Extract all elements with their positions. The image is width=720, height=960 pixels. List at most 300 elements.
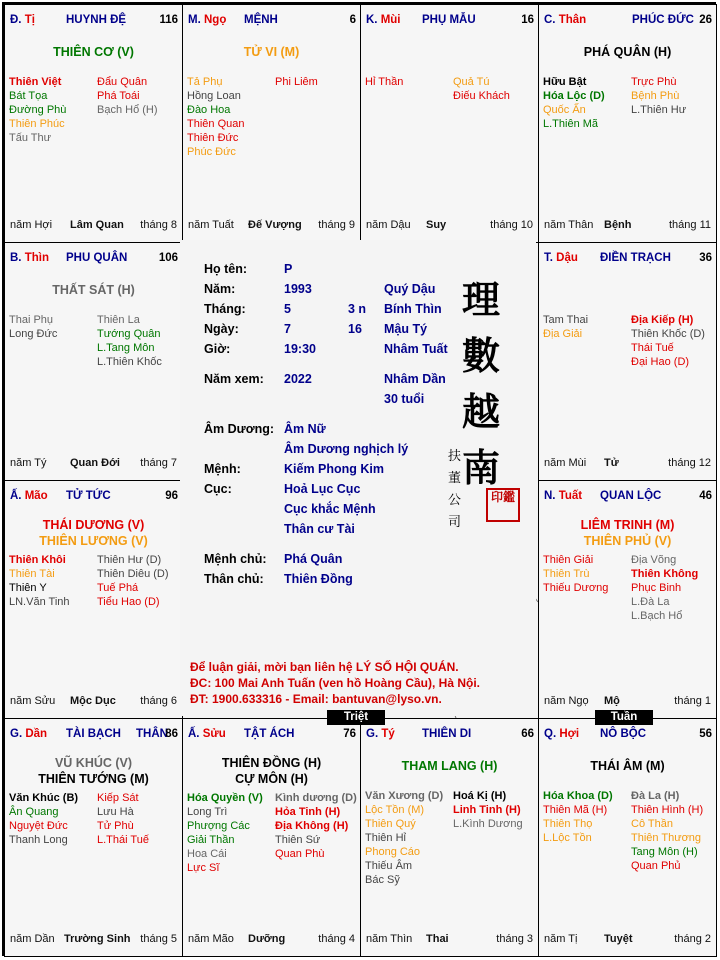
palace-canchi (366, 14, 401, 26)
palace-month: tháng 7 (140, 457, 177, 469)
than-chu-label: Thân chủ: (204, 572, 264, 586)
palace-number: 66 (521, 728, 534, 740)
palace-footer (366, 933, 533, 946)
minor-stars-left (9, 75, 66, 145)
palace-phase: Tuyệt (604, 933, 633, 945)
palace-stem: B. (10, 252, 22, 264)
minor-star: LN.Văn Tinh (9, 596, 70, 608)
palace-stem: Ấ. (10, 490, 22, 502)
palace-thin[interactable] (4, 242, 183, 481)
main-star: THẤT SÁT (H) (52, 283, 135, 297)
minor-star: Hoá Kị (H) (453, 790, 507, 802)
palace-branch: Hợi (559, 728, 580, 740)
palace-branch: Tị (24, 14, 35, 26)
minor-star: Thiên Thọ (543, 818, 593, 830)
palace-name: PHÚC ĐỨC (632, 14, 694, 26)
palace-hoi[interactable] (538, 718, 717, 957)
palace-month: tháng 3 (496, 933, 533, 945)
palace-footer (10, 457, 177, 470)
palace-branch: Tuất (558, 490, 583, 502)
main-star: THIÊN PHỦ (V) (583, 534, 672, 548)
palace-year: năm Ngọ (544, 695, 589, 707)
palace-year: năm Tý (10, 457, 47, 469)
palace-header (10, 252, 178, 266)
minor-star: Nguyệt Đức (9, 820, 68, 832)
triet-tag: Triệt (327, 710, 385, 725)
minor-stars-right (631, 75, 686, 117)
name-value: P (284, 262, 293, 276)
palace-stem: Ấ. (188, 728, 200, 740)
palace-footer (10, 219, 177, 232)
palace-footer (10, 695, 177, 708)
palace-canchi (10, 252, 49, 264)
view-year-canchi: Nhâm Dần (384, 372, 446, 386)
minor-star: Thiên Trù (543, 568, 590, 580)
day-label: Ngày: (204, 322, 239, 336)
palace-header (366, 728, 534, 742)
minor-star: Thiên Quan (187, 118, 245, 130)
palace-footer (544, 219, 711, 232)
minor-star: Lộc Tồn (M) (365, 804, 425, 816)
main-star: THIÊN ĐỒNG (H) (221, 756, 322, 770)
minor-stars-left (187, 791, 263, 875)
palace-ngo[interactable] (182, 4, 361, 243)
palace-header (544, 14, 712, 28)
minor-stars-left (543, 789, 613, 845)
minor-star: Thiên Hư (D) (97, 554, 162, 566)
minor-star: Thiên Việt (9, 76, 62, 88)
main-star: THÁI DƯƠNG (V) (42, 518, 145, 532)
minor-star: Văn Khúc (B) (9, 792, 79, 804)
palace-canchi (544, 14, 586, 26)
palace-year: năm Mão (188, 933, 234, 945)
minor-star: Thiên Giải (543, 554, 594, 566)
palace-phase: Thai (426, 933, 449, 945)
palace-month: tháng 10 (490, 219, 533, 231)
minor-star: Địa Giải (543, 328, 583, 340)
palace-branch: Thìn (24, 252, 49, 264)
minor-star: Đường Phù (9, 104, 67, 116)
minor-star: Thai Phụ (9, 314, 54, 326)
minor-star: Thiên Hình (H) (631, 804, 704, 816)
minor-star: Long Đức (9, 328, 58, 340)
main-star: LIÊM TRINH (M) (580, 518, 675, 532)
palace-branch: Mùi (380, 14, 401, 26)
palace-phase: Đế Vượng (248, 219, 302, 231)
minor-star: Thiếu Âm (365, 860, 413, 872)
minor-star: Tử Phù (97, 820, 134, 832)
palace-stem: G. (366, 728, 379, 740)
minor-star: Ân Quang (9, 806, 59, 818)
palace-number: 106 (158, 252, 178, 264)
minor-stars-left (543, 313, 588, 341)
minor-star: Kình dương (D) (275, 792, 357, 804)
palace-month: tháng 1 (674, 695, 711, 707)
minor-star: Thiên Không (631, 568, 699, 580)
minor-star: Kiếp Sát (97, 792, 139, 804)
main-star: THIÊN TƯỚNG (M) (38, 772, 149, 786)
palace-stem: M. (188, 14, 201, 26)
palace-than[interactable] (538, 4, 717, 243)
minor-star: Địa Võng (631, 554, 677, 566)
minor-star: Bệnh Phù (631, 90, 680, 102)
menh-value: Kiếm Phong Kim (284, 462, 385, 476)
minor-star: Thanh Long (9, 834, 68, 846)
palace-phase: Mộc Dục (70, 695, 116, 707)
palace-header (366, 14, 534, 28)
palace-year: năm Sửu (10, 695, 56, 707)
minor-stars-left (543, 553, 608, 595)
hour-label: Giờ: (204, 342, 231, 356)
minor-star: L.Thái Tuế (97, 834, 149, 846)
yinyang-value: Âm Nữ (284, 422, 326, 436)
palace-header (188, 14, 356, 28)
palace-name: TÀI BẠCH (66, 728, 121, 740)
minor-stars-right (631, 553, 698, 623)
contact-line-2: ĐC: 100 Mai Anh Tuấn (ven hồ Hoàng Cầu), Hà Nội. (190, 676, 481, 690)
palace-number: 56 (699, 728, 712, 740)
hour-value: 19:30 (284, 342, 316, 356)
minor-star: Hóa Quyền (V) (187, 792, 263, 804)
palace-phase: Suy (426, 219, 447, 231)
palace-stem: T. (544, 252, 553, 264)
main-star: TỬ VI (M) (243, 45, 300, 59)
minor-stars-left (187, 75, 244, 159)
yinyang-note: Âm Dương nghịch lý (284, 442, 409, 456)
month-extra: 3 n (348, 302, 367, 316)
palace-name: ĐIỀN TRẠCH (600, 252, 671, 264)
minor-star: Thiên Tài (9, 568, 55, 580)
palace-month: tháng 9 (318, 219, 355, 231)
palace-year: năm Thìn (366, 933, 413, 945)
minor-star: Thiên Thương (631, 832, 702, 844)
minor-star: L.Thiên Hư (631, 104, 687, 116)
palace-mui[interactable] (360, 4, 539, 243)
palace-canchi (188, 14, 226, 26)
minor-star: Thiên Khốc (D) (631, 328, 705, 340)
main-star: PHÁ QUÂN (H) (583, 45, 672, 59)
palace-month: tháng 11 (668, 219, 711, 231)
palace-branch: Tý (381, 728, 395, 740)
palace-header (10, 14, 178, 28)
palace-name: NÔ BỘC (600, 728, 646, 740)
cuc-value: Hoả Lục Cục (284, 482, 361, 496)
minor-stars-right (97, 553, 169, 609)
palace-month: tháng 12 (668, 457, 711, 469)
palace-header (10, 490, 178, 504)
tuan-tag: Tuần (595, 710, 653, 725)
minor-star: Địa Không (H) (275, 820, 349, 832)
palace-suu[interactable] (182, 718, 361, 957)
day-canchi: Mậu Tý (384, 322, 428, 336)
day-value: 7 (284, 322, 291, 336)
minor-star: Thiên Khôi (9, 554, 66, 566)
main-star: THAM LANG (H) (401, 759, 498, 773)
palace-header (10, 728, 178, 742)
cuc-note-2: Thân cư Tài (284, 522, 355, 536)
palace-footer (544, 457, 711, 470)
minor-star: Tam Thai (543, 314, 589, 326)
minor-star: Thiên Phúc (9, 118, 65, 130)
palace-header (188, 728, 356, 742)
palace-canchi (544, 728, 579, 740)
palace-dan[interactable] (4, 718, 183, 957)
minor-star: Đà La (H) (631, 790, 680, 802)
yinyang-label: Âm Dương: (204, 422, 275, 436)
palace-year: năm Hợi (10, 219, 53, 231)
palace-phase: Quan Đới (70, 457, 120, 469)
minor-star: Địa Kiếp (H) (631, 314, 694, 326)
minor-star: Hóa Khoa (D) (543, 790, 613, 802)
palace-number: 116 (159, 14, 178, 26)
minor-stars-right (275, 791, 357, 861)
red-stamp: 印鑑 (486, 488, 520, 522)
palace-tuat[interactable] (538, 480, 717, 719)
minor-star: Phong Cáo (365, 846, 421, 858)
palace-phase: Bệnh (604, 219, 632, 231)
palace-dau[interactable] (538, 242, 717, 481)
palace-number: 46 (699, 490, 712, 502)
palace-mao[interactable] (4, 480, 183, 719)
palace-name: TẬT ÁCH (244, 728, 295, 740)
palace-branch: Sửu (202, 728, 226, 740)
view-year-value: 2022 (284, 372, 312, 386)
minor-stars-left (9, 791, 78, 847)
minor-star: Thiên Quý (365, 818, 416, 830)
minor-star: Phúc Đức (187, 146, 236, 158)
palace-branch: Dậu (556, 252, 578, 264)
palace-year: năm Dậu (366, 219, 411, 231)
palace-stem: Đ. (10, 14, 22, 26)
minor-stars-right (97, 791, 149, 847)
minor-star: Bạch Hổ (H) (97, 104, 158, 116)
minor-star: Thiếu Dương (543, 582, 609, 594)
contact-line-3: ĐT: 1900.633316 - Email: bantuvan@lyso.vn. (190, 692, 442, 706)
minor-star: Hỏa Tinh (H) (275, 806, 341, 818)
palace-canchi (10, 728, 47, 740)
palace-ti[interactable] (360, 718, 539, 957)
minor-stars-left (365, 789, 443, 887)
minor-star: Đào Hoa (187, 104, 231, 116)
age-value: 30 tuổi (384, 392, 425, 406)
minor-star: Thiên La (97, 314, 140, 326)
palace-canchi (544, 252, 578, 264)
menh-chu-value: Phá Quân (284, 552, 343, 566)
palace-year: năm Tuất (188, 219, 234, 231)
palace-stem: N. (544, 490, 556, 502)
palace-header (544, 252, 712, 266)
minor-star: L.Thiên Mã (543, 118, 599, 130)
minor-star: L.Tang Môn (97, 342, 155, 354)
palace-stem: K. (366, 14, 378, 26)
minor-star: Thái Tuế (631, 342, 674, 354)
minor-star: Tiểu Hao (D) (97, 596, 160, 608)
minor-star: Thiên Đức (187, 132, 239, 144)
palace-name: TỬ TỨC (66, 490, 111, 502)
palace-stem: C. (544, 14, 556, 26)
palace-number: 86 (165, 728, 178, 740)
cuc-note-1: Cục khắc Mệnh (284, 502, 376, 516)
palace-branch: Dần (25, 728, 48, 740)
minor-star: Quan Phù (275, 848, 325, 860)
minor-star: Hồng Loan (187, 90, 241, 102)
minor-star: Lực Sĩ (187, 862, 220, 874)
palace-header (544, 490, 712, 504)
minor-star: Linh Tinh (H) (453, 804, 521, 816)
minor-star: Quả Tú (453, 76, 490, 88)
palace-name: HUYNH ĐỆ (66, 14, 127, 26)
minor-star: Tang Môn (H) (631, 846, 698, 858)
palace-canchi (188, 728, 226, 740)
name-label: Họ tên: (204, 262, 248, 276)
palace-footer (544, 695, 711, 708)
contact-line-1: Để luận giải, mời bạn liên hệ LÝ SỐ HỘI QUÁN. (190, 660, 459, 674)
minor-star: Đại Hao (D) (631, 356, 690, 368)
year-canchi: Quý Dậu (384, 282, 436, 296)
minor-star: Quan Phủ (631, 860, 681, 872)
seal-calligraphy (462, 272, 524, 496)
palace-phase: Mộ (604, 695, 620, 707)
minor-stars-right (453, 789, 523, 831)
palace-phase: Dưỡng (248, 933, 286, 945)
minor-star: Quốc Ấn (543, 104, 586, 116)
year-label: Năm: (204, 282, 236, 296)
main-star: THÁI ÂM (M) (590, 759, 665, 773)
cuc-label: Cục: (204, 482, 232, 496)
menh-chu-label: Mệnh chủ: (204, 552, 267, 566)
minor-star: Lưu Hà (97, 806, 134, 818)
main-star: THIÊN CƠ (V) (53, 45, 134, 59)
than-chu-value: Thiên Đồng (284, 572, 353, 586)
palace-number: 26 (699, 14, 712, 26)
palace-ty[interactable] (4, 4, 183, 243)
palace-footer (188, 933, 355, 946)
palace-year: năm Thân (544, 219, 594, 231)
palace-month: tháng 8 (140, 219, 177, 231)
minor-star: L.Bạch Hổ (631, 610, 683, 622)
minor-stars-right (97, 75, 158, 117)
minor-star: Thiên Sứ (275, 834, 321, 846)
minor-stars-left (9, 553, 70, 609)
palace-stem: G. (10, 728, 23, 740)
palace-year: năm Mùi (544, 457, 587, 469)
menh-label: Mệnh: (204, 462, 241, 476)
minor-star: Phá Toái (97, 90, 140, 102)
minor-star: Bác Sỹ (365, 874, 400, 886)
palace-canchi (10, 14, 35, 26)
minor-star: Tấu Thư (9, 132, 52, 144)
minor-star: Thiên Y (9, 582, 47, 594)
palace-phase: Trường Sinh (64, 933, 131, 945)
minor-star: Thiên Hỉ (365, 832, 406, 844)
palace-number: 36 (699, 252, 712, 264)
minor-star: Hoa Cái (187, 848, 227, 860)
minor-star: Bát Tọa (9, 90, 48, 102)
palace-tag: THÂN (136, 728, 168, 740)
palace-branch: Mão (24, 490, 48, 502)
minor-star: Phi Liêm (275, 76, 318, 88)
seal-side-text: 扶董公司 (448, 449, 462, 530)
palace-phase: Tử (604, 457, 619, 469)
palace-month: tháng 5 (140, 933, 177, 945)
month-canchi: Bính Thìn (384, 302, 442, 316)
palace-canchi (544, 490, 582, 502)
main-star: VŨ KHÚC (V) (54, 756, 133, 770)
seal-char: 南 (462, 445, 501, 490)
palace-number: 16 (521, 14, 534, 26)
palace-branch: Ngọ (203, 14, 227, 26)
minor-star: Hóa Lộc (D) (543, 90, 605, 102)
minor-star: L.Thiên Khốc (97, 356, 162, 368)
minor-star: Tướng Quân (97, 328, 161, 340)
main-star: THIÊN LƯƠNG (V) (39, 534, 148, 548)
minor-star: Giải Thần (187, 834, 235, 846)
palace-name: QUAN LỘC (600, 490, 662, 502)
minor-stars-right (453, 75, 510, 103)
palace-month: tháng 4 (318, 933, 355, 945)
palace-footer (10, 933, 177, 946)
palace-stem: Q. (544, 728, 557, 740)
palace-year: năm Dần (10, 933, 55, 945)
minor-star: Phục Binh (631, 582, 682, 594)
palace-canchi (10, 490, 48, 502)
main-star: CỰ MÔN (H) (235, 772, 308, 786)
palace-number: 6 (349, 14, 356, 26)
minor-star: Văn Xương (D) (365, 790, 444, 802)
palace-number: 76 (343, 728, 356, 740)
palace-month: tháng 6 (140, 695, 177, 707)
minor-stars-right (275, 75, 318, 89)
minor-star: Thiên Diêu (D) (97, 568, 169, 580)
minor-star: Hỉ Thần (365, 76, 404, 88)
minor-star: Cô Thần (631, 818, 673, 830)
minor-stars-left (9, 313, 57, 341)
month-value: 5 (284, 302, 291, 316)
palace-name: PHỤ MẪU (422, 14, 476, 26)
hour-canchi: Nhâm Tuất (384, 342, 448, 356)
palace-branch: Thân (558, 14, 587, 26)
minor-star: Tả Phụ (187, 76, 223, 88)
minor-stars-right (631, 313, 705, 369)
minor-star: Thiên Mã (H) (543, 804, 608, 816)
palace-year: năm Tị (544, 933, 578, 945)
palace-header (544, 728, 712, 742)
minor-star: Phượng Các (187, 820, 250, 832)
palace-name: THIÊN DI (422, 728, 472, 740)
minor-star: L.Lộc Tồn (543, 832, 592, 844)
palace-phase: Lâm Quan (70, 219, 124, 231)
minor-star: Điếu Khách (453, 90, 510, 102)
minor-star: L.Kình Dương (453, 818, 523, 830)
minor-stars-right (97, 313, 162, 369)
seal-char: 越 (462, 389, 501, 434)
palace-footer (544, 933, 711, 946)
seal-char: 數 (462, 333, 501, 378)
palace-footer (188, 219, 355, 232)
year-value: 1993 (284, 282, 312, 296)
palace-name: PHU QUÂN (66, 252, 128, 264)
minor-star: Long Trì (187, 806, 228, 818)
palace-number: 96 (165, 490, 178, 502)
palace-month: tháng 2 (674, 933, 711, 945)
palace-footer (366, 219, 533, 232)
minor-star: Tuế Phá (97, 582, 139, 594)
minor-stars-left (365, 75, 403, 89)
minor-stars-left (543, 75, 605, 131)
minor-stars-right (631, 789, 703, 873)
view-year-label: Năm xem: (204, 372, 264, 386)
minor-star: Trực Phù (631, 76, 677, 88)
